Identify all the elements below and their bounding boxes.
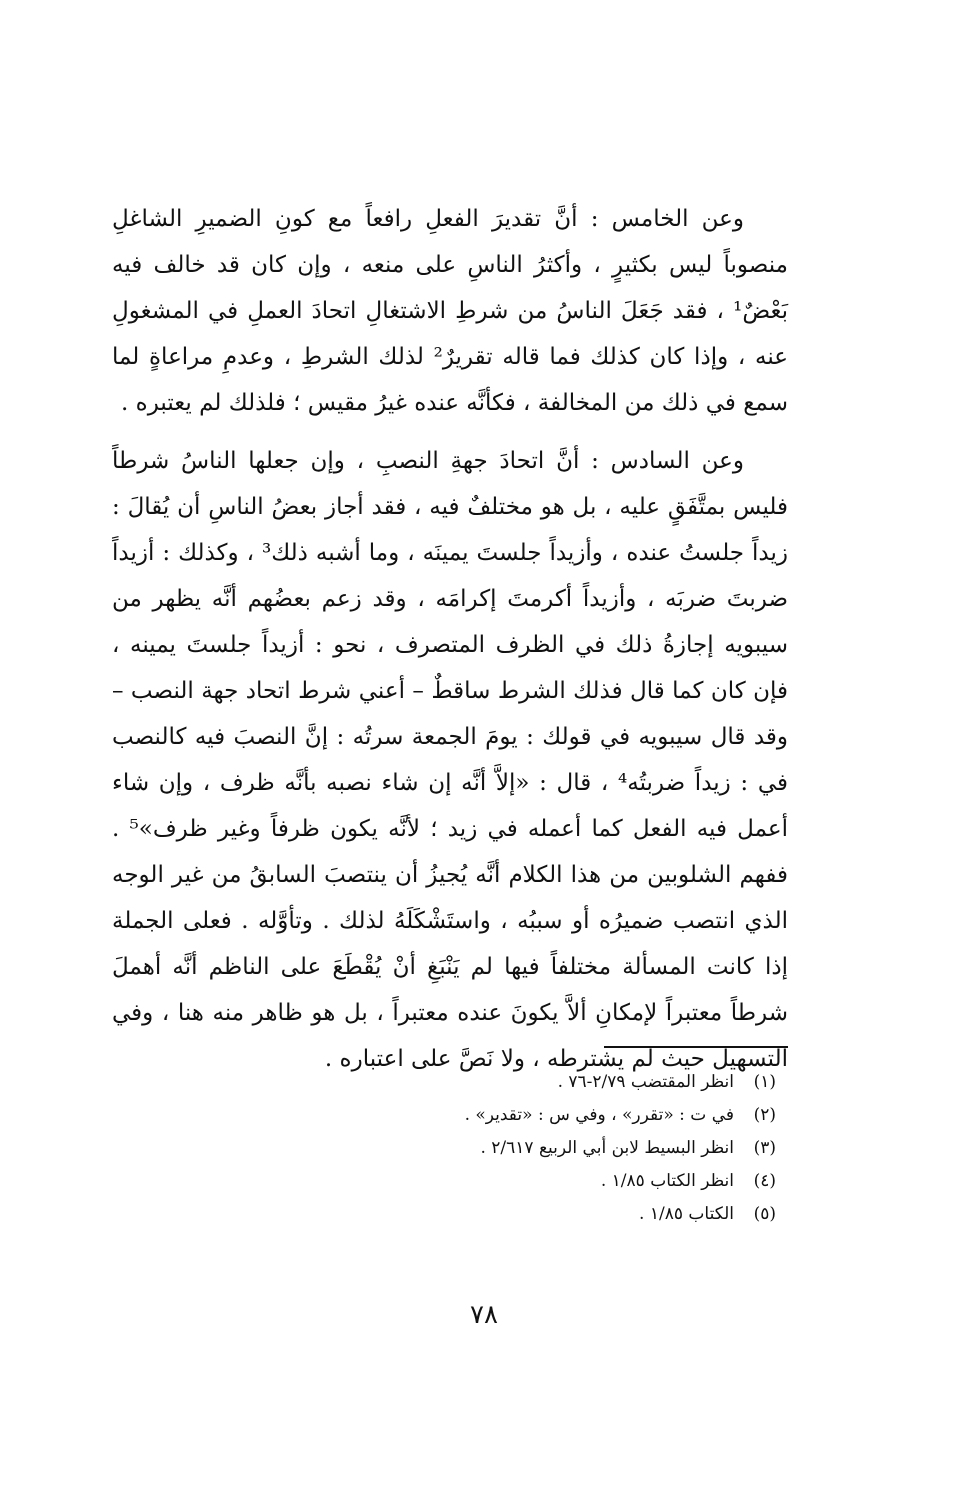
footnote-text: انظر الكتاب ١/٨٥ . xyxy=(600,1171,734,1191)
footnote-item xyxy=(112,1198,788,1231)
paragraph-sixth-reply: وعن السادس : أنَّ اتحادَ جهةِ النصبِ ، وإن جعلها الناسُ شرطاً فليس بمتَّفَقٍ عليه ، بل هو مختلفٌ فيه ، فقد أجاز بعضُ الناسِ أن يُقالَ : زيداً جلستُ عنده ، وأزيداً جلستَ يمينَه ، وما أشبه ذلك³ ، وكذلك : أزيداً ضربتَ ضربَه ، وأزيداً أكرمتَ إكرامَه ، وقد زعم بعضُهم أنَّه يظهر من سيبويه إجازةُ ذلك في الظرف المتصرف ، نحو : أزيداً جلستَ يمينه ، فإن كان كما قال فذلك الشرط ساقطٌ – أعني شرط اتحاد جهة النصب – وقد قال سيبويه في قولك : يومَ الجمعة سرتُه : إنَّ النصبَ فيه كالنصب في : زيداً ضربتُه⁴ ، قال : «إلاَّ أنَّه إن شاء نصبه بأنَّه ظرف ، وإن شاء أعمل فيه الفعل كما أعمله في زيد ؛ لأنَّه يكون ظرفاً وغير ظرف»⁵ . ففهم الشلوبين من هذا الكلام أنَّه يُجيزُ أن ينتصبَ السابقُ من غير الوجه الذي انتصب ضميرُه أو سببُه ، واستَشْكَلَهُ لذلك . وتأوَّله . فعلى الجملة إذا كانت المسألة مختلفاً فيها لم يَنْبَغِ أنْ يُقْطَعَ على الناظم أنَّه أهملَ شرطاً معتبراً لإمكانِ ألاَّ يكونَ عنده معتبراً ، بل هو ظاهر منه هنا ، وفي التسهيل حيث لم يشترطه ، ولا نَصَّ على اعتباره . xyxy=(112,448,788,1072)
footnote-item xyxy=(112,1132,788,1165)
footnote-text: انظر البسيط لابن أبي الربيع ٢/٦١٧ . xyxy=(480,1138,734,1158)
footnotes-list xyxy=(112,1066,788,1231)
footnote-number: (٤) xyxy=(753,1171,776,1191)
footnote-number: (١) xyxy=(753,1072,776,1092)
footnote-separator xyxy=(604,1046,788,1048)
footnote-item xyxy=(112,1066,788,1099)
page-number: ٧٨ xyxy=(470,1300,498,1330)
paragraph-fifth-reply: وعن الخامس : أنَّ تقديرَ الفعلِ رافعاً مع كونِ الضميرِ الشاغلِ منصوباً ليس بكثيرٍ ، وأكثرُ الناسِ على منعه ، وإن كان قد خالف فيه بَعْضٌ¹ ، فقد جَعَلَ الناسُ من شرطِ الاشتغالِ اتحادَ العملِ في المشغولِ عنه ، وإذا كان كذلك فما قاله تقريرٌ² لذلك الشرطِ ، وعدمِ مراعاةٍ لما سمع في ذلك من المخالفة ، فكأنَّه عنده غيرُ مقيس ؛ فلذلك لم يعتبره . xyxy=(112,206,788,416)
footnote-item xyxy=(112,1099,788,1132)
footnote-number: (٣) xyxy=(753,1138,776,1158)
footnote-number: (٢) xyxy=(753,1105,776,1125)
footnote-text: في ت : «تقرر» ، وفي س : «تقدير» . xyxy=(464,1105,734,1125)
footnote-number: (٥) xyxy=(753,1204,776,1224)
footnote-item xyxy=(112,1165,788,1198)
footnote-text: الكتاب ١/٨٥ . xyxy=(639,1204,734,1224)
page-body xyxy=(112,196,788,1436)
footnote-text: انظر المقتضب ٢/٧٩-٧٦ . xyxy=(557,1072,734,1092)
